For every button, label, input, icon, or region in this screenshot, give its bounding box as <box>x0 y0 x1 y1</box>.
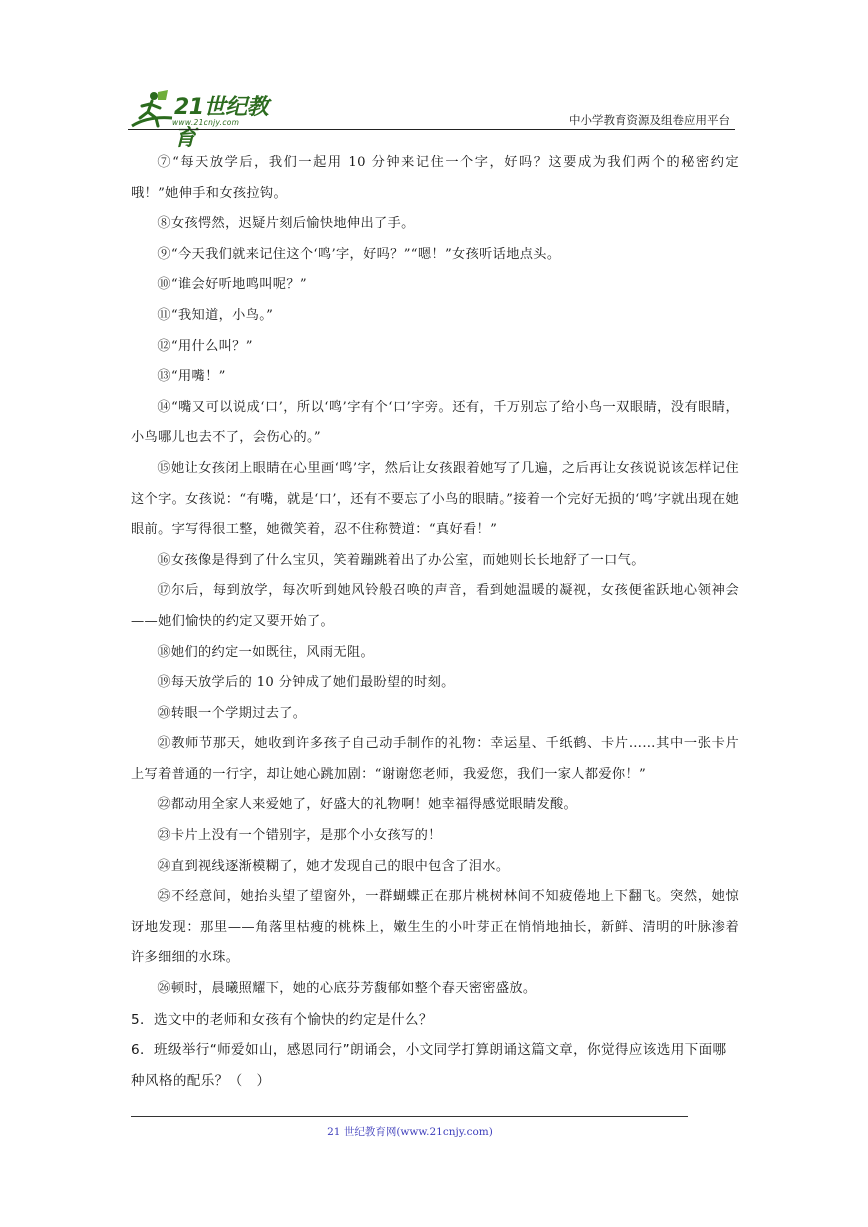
footer-divider <box>131 1116 688 1117</box>
paragraph-22: ㉒都动用全家人来爱她了，好盛大的礼物啊！她幸福得感觉眼睛发酸。 <box>157 797 578 813</box>
paragraph-16: ⑯女孩像是得到了什么宝贝，笑着蹦跳着出了办公室，而她则长长地舒了一口气。 <box>157 552 645 568</box>
runner-icon <box>128 88 176 132</box>
paragraph-8: ⑧女孩愕然，迟疑片刻后愉快地伸出了手。 <box>157 216 415 232</box>
footer-link[interactable]: 21 世纪教育网(www.21cnjy.com) <box>327 1126 493 1138</box>
paragraph-7: ⑦“每天放学后，我们一起用 10 分钟来记住一个字，好吗？这要成为我们两个的秘密约定哦！”她伸手和女孩拉钩。 <box>131 155 739 201</box>
article-body <box>131 148 739 1096</box>
logo-url: www.21cnjy.com <box>172 118 240 127</box>
paragraph-24: ㉔直到视线逐渐模糊了，她才发现自己的眼中包含了泪水。 <box>157 858 510 874</box>
paragraph-13: ⑬“用嘴！” <box>157 369 226 385</box>
paragraph-21: ㉑教师节那天，她收到许多孩子自己动手制作的礼物：幸运星、千纸鹤、卡片……其中一张卡片上写着普通的一行字，却让她心跳加剧：“谢谢您老师，我爱您，我们一家人都爱你！” <box>131 736 739 782</box>
paragraph-25: ㉕不经意间，她抬头望了望窗外，一群蝴蝶正在那片桃树林间不知疲倦地上下翻飞。突然，她惊讶地发现：那里——角落里枯瘦的桃株上，嫩生生的小叶芽正在悄悄地抽长，新鲜、清明的叶脉渗着许多细细的水珠。 <box>131 889 739 966</box>
paragraph-9: ⑨“今天我们就来记住这个‘鸣’字，好吗？”“嗯！”女孩听话地点头。 <box>157 246 561 262</box>
logo-text: 21世纪教育 <box>174 95 269 151</box>
paragraph-19: ⑲每天放学后的 10 分钟成了她们最盼望的时刻。 <box>157 675 455 691</box>
platform-name: 中小学教育资源及组卷应用平台 <box>569 113 730 127</box>
page-header <box>128 88 734 151</box>
paragraph-14: ⑭“嘴又可以说成‘口’，所以‘鸣’字有个‘口’字旁。还有，千万别忘了给小鸟一双眼睛，没有眼睛，小鸟哪儿也去不了，会伤心的。” <box>131 399 739 446</box>
paragraph-26: ㉖顿时，晨曦照耀下，她的心底芬芳馥郁如整个春天密密盛放。 <box>157 981 537 997</box>
question-6: 6．班级举行“师爱如山，感恩同行”朗诵会，小文同学打算朗诵这篇文章，你觉得应该选用下面哪种风格的配乐？（ ） <box>131 1042 727 1089</box>
question-5: 5．选文中的老师和女孩有个愉快的约定是什么？ <box>131 1011 433 1028</box>
header-divider <box>128 129 735 130</box>
paragraph-17: ⑰尔后，每到放学，每次听到她风铃般召唤的声音，看到她温暖的凝视，女孩便雀跃地心领神会——她们愉快的约定又要开始了。 <box>131 583 739 629</box>
paragraph-20: ⑳转眼一个学期过去了。 <box>157 705 307 721</box>
paragraph-23: ㉓卡片上没有一个错别字，是那个小女孩写的！ <box>157 828 442 844</box>
paragraph-15: ⑮她让女孩闭上眼睛在心里画‘鸣’字，然后让女孩跟着她写了几遍，之后再让女孩说说该怎样记住这个字。女孩说：“有嘴，就是‘口’，还有不要忘了小鸟的眼睛。”接着一个完好无损的‘鸣’字就出现在她眼前。字写得很工整，她微笑着，忍不住称赞道：“真好看！” <box>131 460 739 538</box>
paragraph-18: ⑱她们的约定一如既往，风雨无阻。 <box>157 644 374 660</box>
paragraph-11: ⑪“我知道，小鸟。” <box>157 307 274 323</box>
paragraph-12: ⑫“用什么叫？” <box>157 338 253 354</box>
paragraph-10: ⑩“谁会好听地鸣叫呢？” <box>157 277 307 293</box>
site-logo[interactable] <box>128 88 288 151</box>
